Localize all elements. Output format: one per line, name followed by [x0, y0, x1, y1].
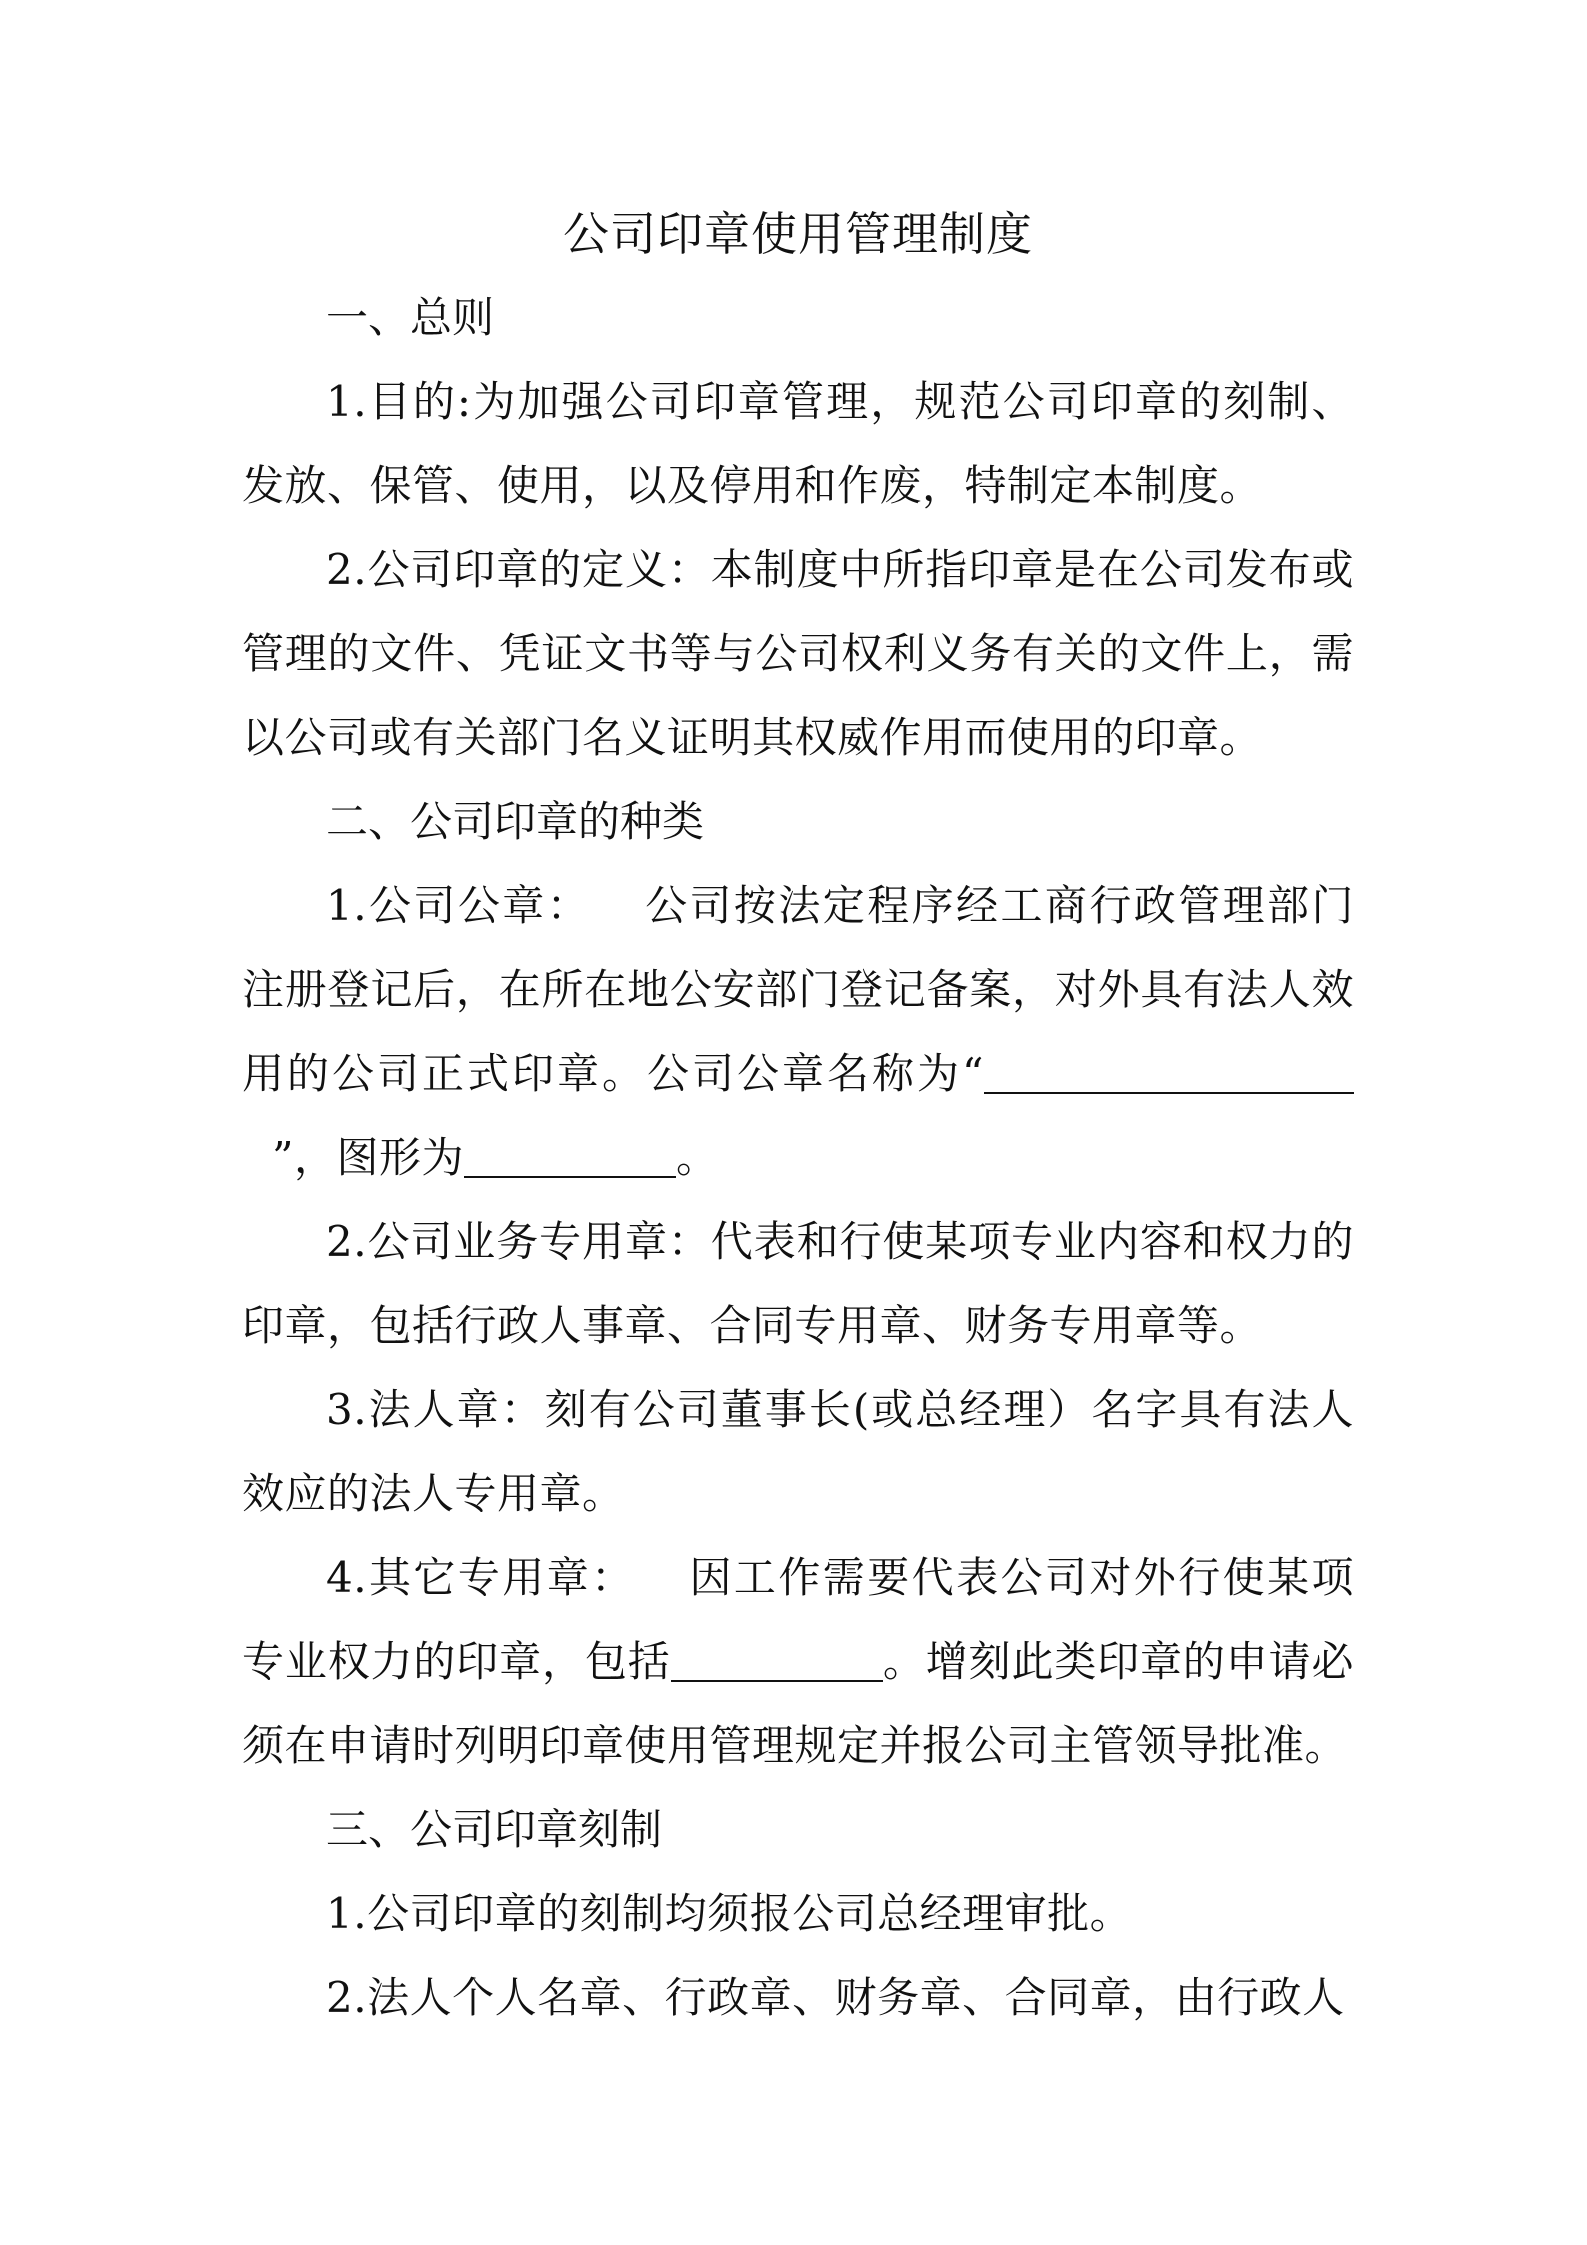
- other-seal-text-b: 。增刻此类印章的申请必须在申请时列明印章使用管理规定并报公司主管领导批准。: [242, 1637, 1354, 1770]
- company-seal-text-c: 图形为: [336, 1133, 464, 1182]
- paragraph-engraving-responsibility: 2.法人个人名章、行政章、财务章、合同章，由行政人: [326, 1973, 1345, 2022]
- paragraph-engraving-approval: 1.公司印章的刻制均须报公司总经理审批。: [326, 1889, 1133, 1938]
- seal-shape-blank: [464, 1136, 676, 1178]
- paragraph-business-seal: 2.公司业务专用章：代表和行使某项专业内容和权力的印章，包括行政人事章、合同专用章、财务专用章等。: [242, 1217, 1354, 1350]
- company-seal-text-d: 。: [676, 1133, 719, 1182]
- other-seal-text-a: 因工作需要代表公司对外行使某项专业权力的印章，包括: [242, 1553, 1354, 1686]
- other-seal-label: 4.其它专用章：: [326, 1553, 636, 1602]
- document-title: 公司印章使用管理制度: [563, 207, 1033, 261]
- document-body: [242, 192, 1354, 2040]
- seal-name-blank: [984, 1052, 1354, 1094]
- company-seal-label: 1.公司公章：: [326, 881, 592, 930]
- paragraph-company-seal: [242, 864, 1354, 1200]
- paragraph-purpose: 1.目的:为加强公司印章管理，规范公司印章的刻制、发放、保管、使用，以及停用和作废，特制定本制度。: [242, 377, 1354, 510]
- company-seal-text-b: ”，: [272, 1133, 337, 1182]
- company-seal-text-a: 公司按法定程序经工商行政管理部门注册登记后，在所在地公安部门登记备案，对外具有法人效用的公司正式印章。公司公章名称为“: [242, 881, 1354, 1098]
- section-heading-general: 一、总则: [326, 293, 495, 342]
- other-seal-blank: [671, 1640, 883, 1682]
- section-heading-seal-engraving: 三、公司印章刻制: [326, 1805, 663, 1854]
- paragraph-legal-person-seal: 3.法人章：刻有公司董事长(或总经理）名字具有法人效应的法人专用章。: [242, 1385, 1354, 1518]
- paragraph-other-seal: [242, 1536, 1354, 1788]
- paragraph-seal-definition: 2.公司印章的定义：本制度中所指印章是在公司发布或管理的文件、凭证文书等与公司权利义务有关的文件上，需以公司或有关部门名义证明其权威作用而使用的印章。: [242, 545, 1354, 762]
- section-heading-seal-types: 二、公司印章的种类: [326, 797, 705, 846]
